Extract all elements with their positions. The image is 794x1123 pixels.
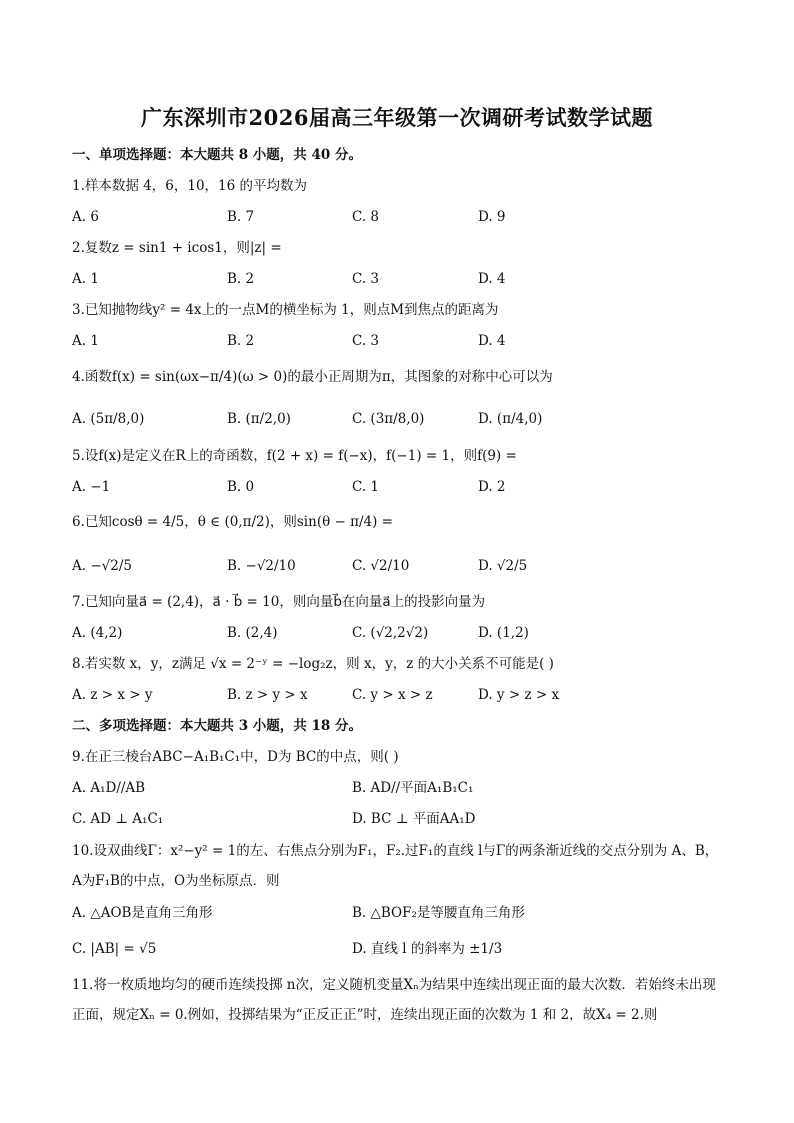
option-a: A. 6 xyxy=(72,209,99,225)
option-c: C. √2/10 xyxy=(352,558,410,574)
option-b: B. AD//平面A₁B₁C₁ xyxy=(352,780,474,796)
option-a: A. (4,2) xyxy=(72,625,123,641)
question-1-stem: 1.样本数据 4，6，10，16 的平均数为 xyxy=(72,178,307,194)
option-c: C. (√2,2√2) xyxy=(352,625,429,641)
option-a: A. 1 xyxy=(72,333,99,349)
option-d: D. (π/4,0) xyxy=(478,411,543,427)
option-a: A. 1 xyxy=(72,271,99,287)
option-d: D. 直线 l 的斜率为 ±1/3 xyxy=(352,941,503,957)
option-d: D. 2 xyxy=(478,479,506,495)
question-7-stem: 7.已知向量a⃗ = (2,4)，a⃗ · b⃗ = 10，则向量b⃗在向量a⃗上的投影向量为 xyxy=(72,594,486,610)
option-d: D. y > z > x xyxy=(478,687,560,703)
question-5-stem: 5.设f(x)是定义在R上的奇函数，f(2 + x) = f(−x)，f(−1) = 1，则f(9) = xyxy=(72,448,517,464)
option-b: B. 2 xyxy=(227,271,255,287)
option-b: B. 2 xyxy=(227,333,255,349)
question-4-stem: 4.函数f(x) = sin(ωx−π/4)(ω > 0)的最小正周期为π，其图象的对称中心可以为 xyxy=(72,369,553,385)
section-heading-single-choice: 一、单项选择题：本大题共 8 小题，共 40 分。 xyxy=(72,147,362,163)
option-a: A. △AOB是直角三角形 xyxy=(72,905,213,921)
option-a: A. (5π/8,0) xyxy=(72,411,145,427)
option-b: B. −√2/10 xyxy=(227,558,296,574)
question-9-stem: 9.在正三棱台ABC−A₁B₁C₁中，D为 BC的中点，则( ) xyxy=(72,749,399,765)
option-d: D. (1,2) xyxy=(478,625,529,641)
option-c: C. |AB| = √5 xyxy=(72,941,157,957)
option-b: B. 7 xyxy=(227,209,255,225)
option-d: D. 9 xyxy=(478,209,506,225)
page-title: 广东深圳市2026届高三年级第一次调研考试数学试题 xyxy=(141,105,653,130)
option-b: B. 0 xyxy=(227,479,255,495)
option-a: A. −√2/5 xyxy=(72,558,132,574)
option-c: C. 1 xyxy=(352,479,380,495)
question-6-stem: 6.已知cosθ = 4/5，θ ∈ (0,π/2)，则sin(θ − π/4) = xyxy=(72,514,393,530)
question-2-stem: 2.复数z = sin1 + icos1，则|z| = xyxy=(72,240,282,256)
option-c: C. AD ⊥ A₁C₁ xyxy=(72,811,164,827)
question-3-stem: 3.已知抛物线y² = 4x上的一点M的横坐标为 1，则点M到焦点的距离为 xyxy=(72,302,499,318)
option-c: C. (3π/8,0) xyxy=(352,411,425,427)
option-c: C. 3 xyxy=(352,271,380,287)
option-d: D. 4 xyxy=(478,271,506,287)
option-c: C. 3 xyxy=(352,333,380,349)
question-10-stem: 10.设双曲线Γ：x²−y² = 1的左、右焦点分别为F₁，F₂.过F₁的直线 l与Γ的两条渐近线的交点分别为 A、B，A为F₁B的中点，O为坐标原点．则 xyxy=(72,843,719,889)
option-b: B. (2,4) xyxy=(227,625,278,641)
option-c: C. 8 xyxy=(352,209,380,225)
option-a: A. A₁D//AB xyxy=(72,780,146,796)
option-d: D. BC ⊥ 平面AA₁D xyxy=(352,811,476,827)
option-c: C. y > x > z xyxy=(352,687,433,703)
option-b: B. z > y > x xyxy=(227,687,308,703)
option-a: A. −1 xyxy=(72,479,111,495)
section-heading-multiple-choice: 二、多项选择题：本大题共 3 小题，共 18 分。 xyxy=(72,718,362,734)
option-a: A. z > x > y xyxy=(72,687,153,703)
question-11-stem: 11.将一枚质地均匀的硬币连续投掷 n次，定义随机变量Xₙ为结果中连续出现正面的最大次数．若始终未出现正面，规定Xₙ = 0.例如，投掷结果为“正反正正”时，连续出现正面的次数为 1 和 2，故X₄ = 2.则 xyxy=(72,977,716,1023)
option-d: D. √2/5 xyxy=(478,558,528,574)
option-b: B. (π/2,0) xyxy=(227,411,291,427)
option-b: B. △BOF₂是等腰直角三角形 xyxy=(352,905,525,921)
option-d: D. 4 xyxy=(478,333,506,349)
question-8-stem: 8.若实数 x，y，z满足 √x = 2⁻ʸ = −log₂z，则 x，y，z 的大小关系不可能是( ) xyxy=(72,656,554,672)
